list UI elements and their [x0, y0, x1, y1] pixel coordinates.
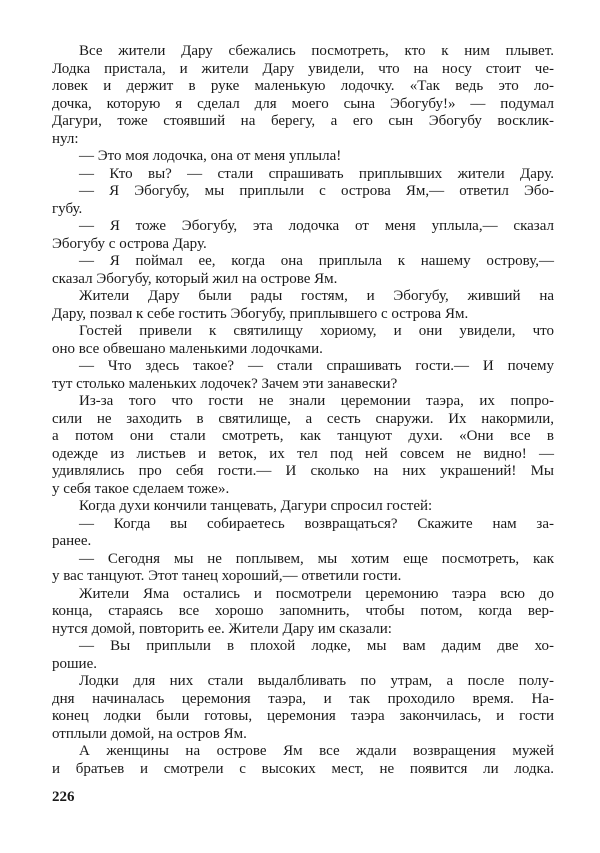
text-line: сили не заходить в святилище, а сесть снаружи. Их накормили,	[52, 410, 554, 427]
text-line: — Когда вы собираетесь возвращаться? Скажите нам за-	[79, 515, 554, 532]
text-line: оно все обвешано маленькими лодочками.	[52, 340, 323, 357]
text-line: нул:	[52, 130, 79, 147]
text-line: Лодка пристала, и жители Дару увидели, что на носу стоит че-	[52, 60, 554, 77]
text-line: — Сегодня мы не поплывем, мы хотим еще посмотреть, как	[79, 550, 554, 567]
text-line: у вас танцуют. Этот танец хороший,— ответили гости.	[52, 568, 402, 584]
text-line: у себя такое сделаем тоже».	[52, 480, 230, 497]
text-line: Эбогубу с острова Дару.	[52, 235, 207, 252]
text-line: и братьев и смотрели с высоких мест, не появится ли лодка.	[52, 760, 554, 777]
text-line: отплыли домой, на остров Ям.	[52, 725, 247, 742]
text-line: — Я Эбогубу, мы приплыли с острова Ям,— ответил Эбо-	[79, 183, 554, 199]
text-line: одежде из листьев и веток, их тел под ней совсем не видно! —	[52, 445, 554, 462]
text-line: ловек и держит в руке маленькую лодочку. «Так ведь это ло-	[52, 78, 554, 94]
text-line: Лодки для них стали выдалбливать по утрам, а после полу-	[79, 673, 554, 689]
text-line: ранее.	[52, 533, 92, 549]
text-line: рошие.	[52, 655, 97, 672]
page-body-text	[52, 43, 554, 778]
text-line: тут столько маленьких лодочек? Зачем эти занавески?	[52, 375, 398, 392]
text-line: дня начиналась церемония таэра, и так проходило время. На-	[52, 690, 554, 707]
text-line: Все жители Дару сбежались посмотреть, кто к ним плывет.	[79, 43, 554, 59]
text-line: сказал Эбогубу, который жил на острове Ям.	[52, 270, 338, 287]
text-line: — Я поймал ее, когда она приплыла к нашему острову,—	[79, 253, 554, 269]
text-line: — Кто вы? — стали спрашивать приплывших жители Дару.	[79, 165, 554, 182]
page-number: 226	[52, 789, 75, 805]
text-line: Из-за того что гости не знали церемонии таэра, их попро-	[79, 393, 554, 409]
text-line: Жители Яма остались и посмотрели церемонию таэра всю до	[79, 585, 554, 602]
text-line: — Это моя лодочка, она от меня уплыла!	[79, 148, 342, 164]
text-line: — Что здесь такое? — стали спрашивать гости.— И почему	[79, 358, 554, 374]
text-line: а потом они стали смотреть, как танцуют духи. «Они все в	[52, 428, 554, 444]
text-line: Дару, позвал к себе гостить Эбогубу, приплывшего с острова Ям.	[52, 305, 469, 322]
text-line: нутся домой, повторить ее. Жители Дару им сказали:	[52, 620, 392, 637]
text-line: Гостей привели к святилищу хориому, и они увидели, что	[79, 323, 554, 339]
text-line: губу.	[52, 200, 83, 217]
text-line: Когда духи кончили танцевать, Дагури спросил гостей:	[79, 498, 433, 514]
text-line: удивлялись про себя гости.— И сколько на них украшений! Мы	[52, 463, 554, 479]
text-line: Дагури, тоже стоявший на берегу, а его сын Эбогубу восклик-	[52, 113, 554, 129]
text-line: конца, стараясь все хорошо запомнить, чтобы потом, когда вер-	[52, 603, 554, 619]
text-line: дочка, которую я сделал для моего сына Эбогубу!» — подумал	[52, 95, 554, 112]
text-line: — Вы приплыли в плохой лодке, мы вам дадим две хо-	[79, 638, 554, 654]
text-line: Жители Дару были рады гостям, и Эбогубу, живший на	[79, 288, 554, 304]
text-line: конец лодки были готовы, церемония таэра закончилась, и гости	[52, 708, 554, 724]
text-line: — Я тоже Эбогубу, эта лодочка от меня уплыла,— сказал	[79, 218, 554, 234]
text-line: А женщины на острове Ям все ждали возвращения мужей	[79, 743, 554, 759]
